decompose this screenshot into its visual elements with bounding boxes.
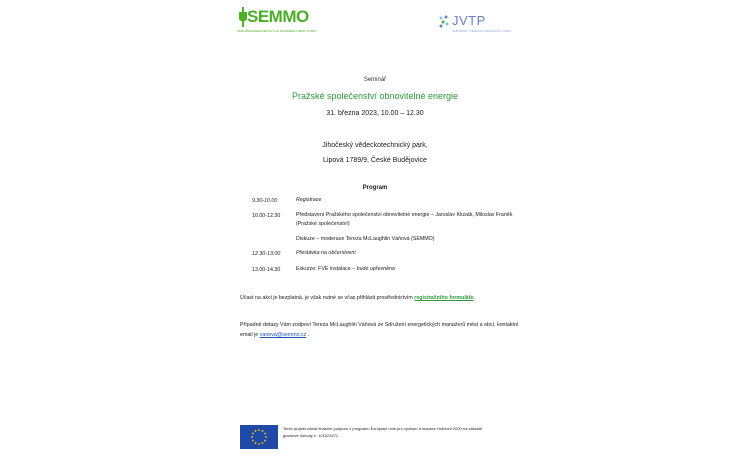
semmo-tagline: SDRUŽENÍ ENERGETICKÝCH MANAŽERŮ MĚST A OBCÍ xyxy=(237,29,317,33)
eu-star xyxy=(252,440,254,442)
registration-text: Účast na akci je bezplatná, je však nutné se včas přihlásit prostřednictvím xyxy=(240,295,415,301)
dots-icon xyxy=(438,15,450,29)
program-time: 9.30-10.00 xyxy=(252,198,278,204)
program-time: 10.00-12.30 xyxy=(252,213,281,219)
eu-star xyxy=(252,433,254,435)
eu-star xyxy=(265,436,267,438)
registration-paragraph xyxy=(240,293,522,303)
eu-star xyxy=(262,442,264,444)
activity-prefix: Exkurze: FVE instalace – xyxy=(296,266,357,272)
event-date: 31. března 2023, 10.00 – 12.30 xyxy=(326,110,424,117)
program-activity: Registrace xyxy=(296,197,322,203)
event-venue: Jihočeský vědeckotechnický park, xyxy=(322,142,428,149)
program-time: 13.00-14.30 xyxy=(252,267,281,273)
eu-star xyxy=(264,433,266,435)
jvtp-logo-text: JVTP xyxy=(452,13,486,28)
program-heading: Program xyxy=(362,185,388,191)
contact-text: Případné dotazy Vám zodpoví Tereza McLaughlin Váňová ze Sdružení energetických manažerů měst a obcí, kontaktní email je xyxy=(240,322,519,338)
eu-star xyxy=(264,440,266,442)
program-activity: Přestávka na občerstvení xyxy=(296,250,356,256)
program-time: 12.30-13.00 xyxy=(252,251,281,257)
jvtp-logo xyxy=(438,14,512,38)
contact-email-link[interactable]: vanova@semmo.cz xyxy=(259,332,307,338)
event-title: Pražské společenství obnovitelné energie xyxy=(291,91,459,101)
semmo-logo xyxy=(237,7,317,39)
eu-star xyxy=(262,430,264,432)
semmo-logo-text: SEMMO xyxy=(247,7,309,26)
eu-star xyxy=(255,430,257,432)
program-activity: Představení Pražského společenství obnovitelné energie – Jaroslav Klusák, Miloslav Franěk (Pražské společenství) xyxy=(296,212,513,227)
registration-form-link[interactable]: registračního formuláře xyxy=(414,295,474,301)
jvtp-tagline: JIHOČESKÝ VĚDECKOTECHNICKÝ PARK xyxy=(452,29,511,33)
event-address: Lipová 1789/9, České Budějovice xyxy=(323,157,427,164)
contact-end: . xyxy=(306,332,310,338)
eu-star xyxy=(258,443,260,445)
contact-paragraph xyxy=(240,320,522,340)
eu-star xyxy=(255,442,257,444)
program-activity: Diskuze – moderace Tereza McLaughlin Váňová (SEMMO) xyxy=(296,236,435,242)
program-activity xyxy=(296,265,516,274)
funding-statement: Tento projekt získal finanční podporu z programu Evropské unie pro výzkum a inovace Horizont 2020 na základě grantové dohody č. 101023271. xyxy=(283,426,483,438)
eu-flag-icon xyxy=(240,425,278,449)
eu-star xyxy=(258,429,260,431)
eu-star xyxy=(251,436,253,438)
event-label: Seminář xyxy=(363,77,387,83)
registration-end: . xyxy=(473,295,476,301)
activity-suffix: bude upřesněno xyxy=(356,266,395,272)
